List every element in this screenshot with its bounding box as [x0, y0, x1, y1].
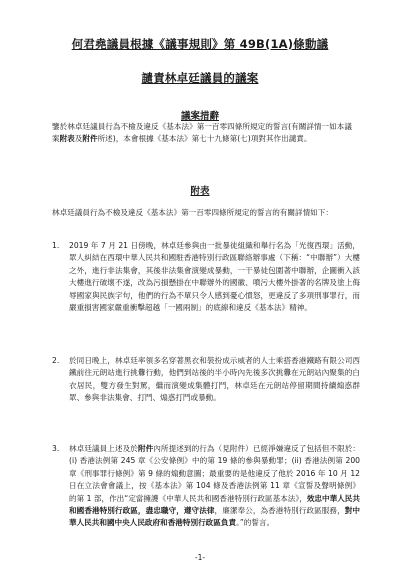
motion-heading: 議案措辭	[180, 111, 219, 122]
text-run: ，廉潔奉公，為香港特別行政區服務，	[214, 506, 345, 516]
emphasized-text: 附件	[137, 444, 154, 453]
text-run: 及	[74, 134, 83, 144]
item-text	[69, 443, 360, 530]
emphasized-text: 對中華人民共和國中央人民政府和香港特別行政區負責	[69, 506, 361, 528]
emphasized-text: 附表	[59, 134, 75, 144]
schedule-heading: 附表	[190, 186, 210, 197]
schedule-item-3	[52, 443, 360, 530]
item-text	[69, 240, 360, 314]
emphasized-text: 附件	[82, 134, 98, 144]
text-run: 內所提述到的行為（見附件）已經淨嫌違反了包括但不限於：(i) 香港法例第 245 章《公安條例》中的第 19 條的參與暴動罪；(ii) 香港法例第 200 章《刑事罪行條例》第 9 條的煽動意圖；最重要的是他違反了他於 2016 年 10 月 12 日在立法會會議上，按《基本法》第 104 條及香港法例第 11 章《宣誓及聲明條例》的第 1 部，作出“定當擁護《中華人民共和國香港特別行政區基本法》，	[69, 444, 361, 503]
schedule-item-2	[52, 355, 360, 405]
text-run: 。”的誓言。	[236, 518, 275, 528]
motion-text	[52, 121, 352, 146]
page-number: -1-	[194, 553, 206, 562]
schedule-item-1	[52, 240, 360, 314]
item-number: 3.	[52, 444, 60, 453]
document-title-line1: 何君堯議員根據《議事規則》第 49B(1A)條動議	[71, 37, 329, 51]
text-run: 2019 年 7 月 21 日傍晚，林卓廷參與由一批暴徒組織和舉行名為「光復西環」活動，眾人糾結在西環中華人民共和國駐香港特別行政區聯絡辦事處（下稱：“中聯辦”）大樓之外，進行非法集會，其後非法集會演變成暴動，一干暴徒包圍著中聯辦，企圖衝入該大樓進行破壞不遂，改為污損懸掛在中聯辦外的國徽、噴污大樓外掛著的名牌及塗上侮辱國家與民族字句，他們的行為不單只令人感到憂心憤怒，更違反了多項刑事罪行，而嚴重損害國家嚴重衝擊超越「一國兩制」的底線和違反《基本法》精神。	[69, 241, 360, 313]
document-title-line2: 譴責林卓廷議員的議案	[141, 71, 259, 85]
emphasized-text: 效忠中華人民共和國香港特別行政區，盡忠職守，遵守法律	[69, 493, 361, 516]
text-run: 林卓廷議員上述及於	[69, 444, 138, 453]
item-number: 1.	[52, 241, 60, 250]
item-text	[69, 355, 360, 405]
text-run: 於同日晚上，林卓廷率領多名穿著黑衣和裝扮成示威者的人士乘搭香港鐵路有限公司西鐵前往元朗站進行挑釁行動，他們到站後的半小時內先後多次挑釁在元朗站內聚集的白衣居民，雙方發生對罵，繼而演變成集體打鬥，林卓廷在元朗站停留期間持續煽惑群眾、參與非法集會、打鬥、煽惑打鬥或暴動。	[69, 356, 360, 403]
item-number: 2.	[52, 356, 60, 365]
schedule-intro: 林卓廷議員行為不檢及違反《基本法》第一百零四條所規定的誓言的有關詳情如下：	[52, 208, 333, 217]
text-run: 鑒於林卓廷議員行為不檢及違反《基本法》第一百零四條所規定的誓言(有關詳情一如本議案	[52, 122, 352, 144]
text-run: 所述)，本會根據《基本法》第七十九條第(七)項對其作出譴責。	[97, 134, 312, 144]
